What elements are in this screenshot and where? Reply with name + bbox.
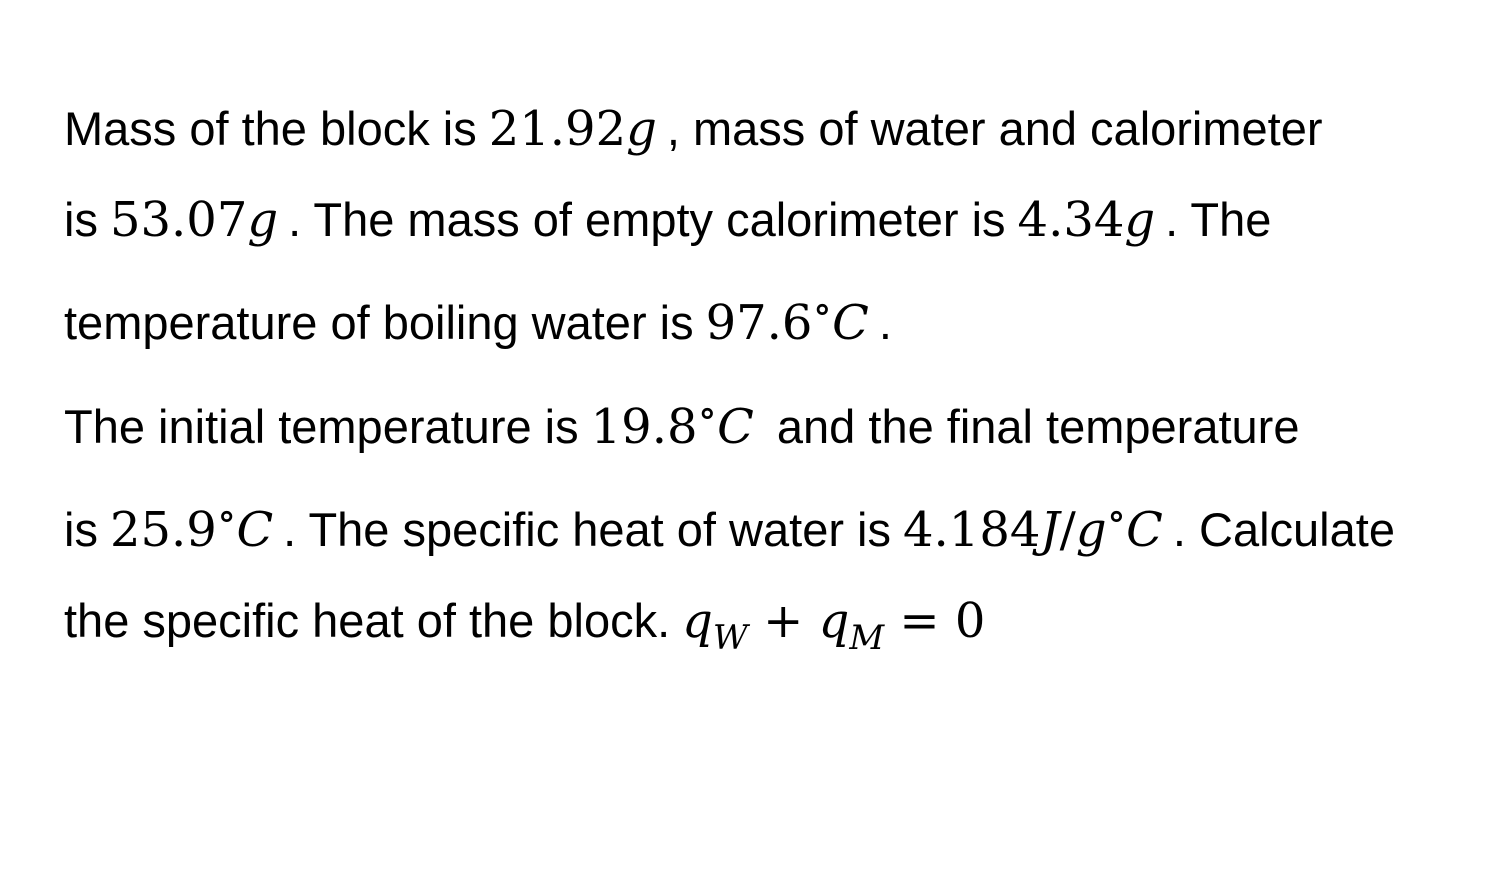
math-mass-water-calorimeter: [98, 192, 288, 248]
text-segment: The initial temperature is: [64, 399, 579, 453]
math-unit: C: [1126, 502, 1163, 558]
text-segment: Mass of the block is: [64, 102, 477, 155]
math-number: 4.34: [1017, 191, 1125, 248]
math-unit: g: [1075, 502, 1107, 558]
math-number: 97.6: [705, 295, 813, 351]
math-number: 25.9: [109, 502, 217, 558]
math-unit: g: [1124, 191, 1156, 248]
math-operator: +: [763, 592, 804, 649]
math-unit: C: [717, 398, 754, 455]
math-unit: C: [236, 502, 274, 558]
text-segment: . Calculate the specific heat of the block.: [64, 503, 1395, 647]
math-unit: J: [1040, 502, 1060, 558]
math-subscript: M: [849, 617, 885, 658]
paragraph-1: [64, 84, 1444, 369]
math-unit: C: [832, 295, 869, 351]
paragraph-2: [64, 369, 1444, 667]
math-specific-heat-water: [891, 493, 1173, 558]
math-operator: =: [899, 592, 940, 649]
degree-symbol: ∘: [812, 286, 833, 332]
text-segment: . The mass of empty calorimeter is: [288, 192, 1006, 246]
math-mass-empty-calorimeter: [1006, 192, 1166, 248]
math-temp-boiling: [694, 286, 879, 351]
text-segment: .: [878, 296, 892, 349]
math-operator: /: [1059, 502, 1076, 558]
math-number: 0: [954, 592, 986, 649]
math-number: 19.8: [590, 398, 698, 455]
math-subscript: W: [712, 617, 748, 658]
math-unit: g: [626, 101, 657, 157]
degree-symbol: ∘: [697, 389, 718, 436]
problem-text: [64, 84, 1444, 666]
degree-symbol: ∘: [216, 493, 237, 539]
text-segment: and the final temperature is: [64, 399, 1300, 556]
math-variable: q: [682, 592, 713, 649]
math-variable: q: [818, 592, 850, 649]
text-segment: . The specific heat of water is: [283, 503, 891, 556]
math-number: 4.184: [902, 502, 1041, 558]
math-temp-final: [98, 493, 283, 558]
math-number: 53.07: [109, 191, 248, 248]
math-mass-block: [477, 101, 667, 157]
math-temp-initial: [579, 389, 764, 455]
text-segment: , mass of water and calorimeter is: [64, 102, 1323, 246]
math-number: 21.92: [488, 101, 627, 157]
math-equation: [670, 592, 995, 658]
degree-symbol: ∘: [1106, 493, 1127, 539]
math-unit: g: [247, 191, 279, 248]
text-segment: . The temperature of boiling water is: [64, 192, 1272, 349]
